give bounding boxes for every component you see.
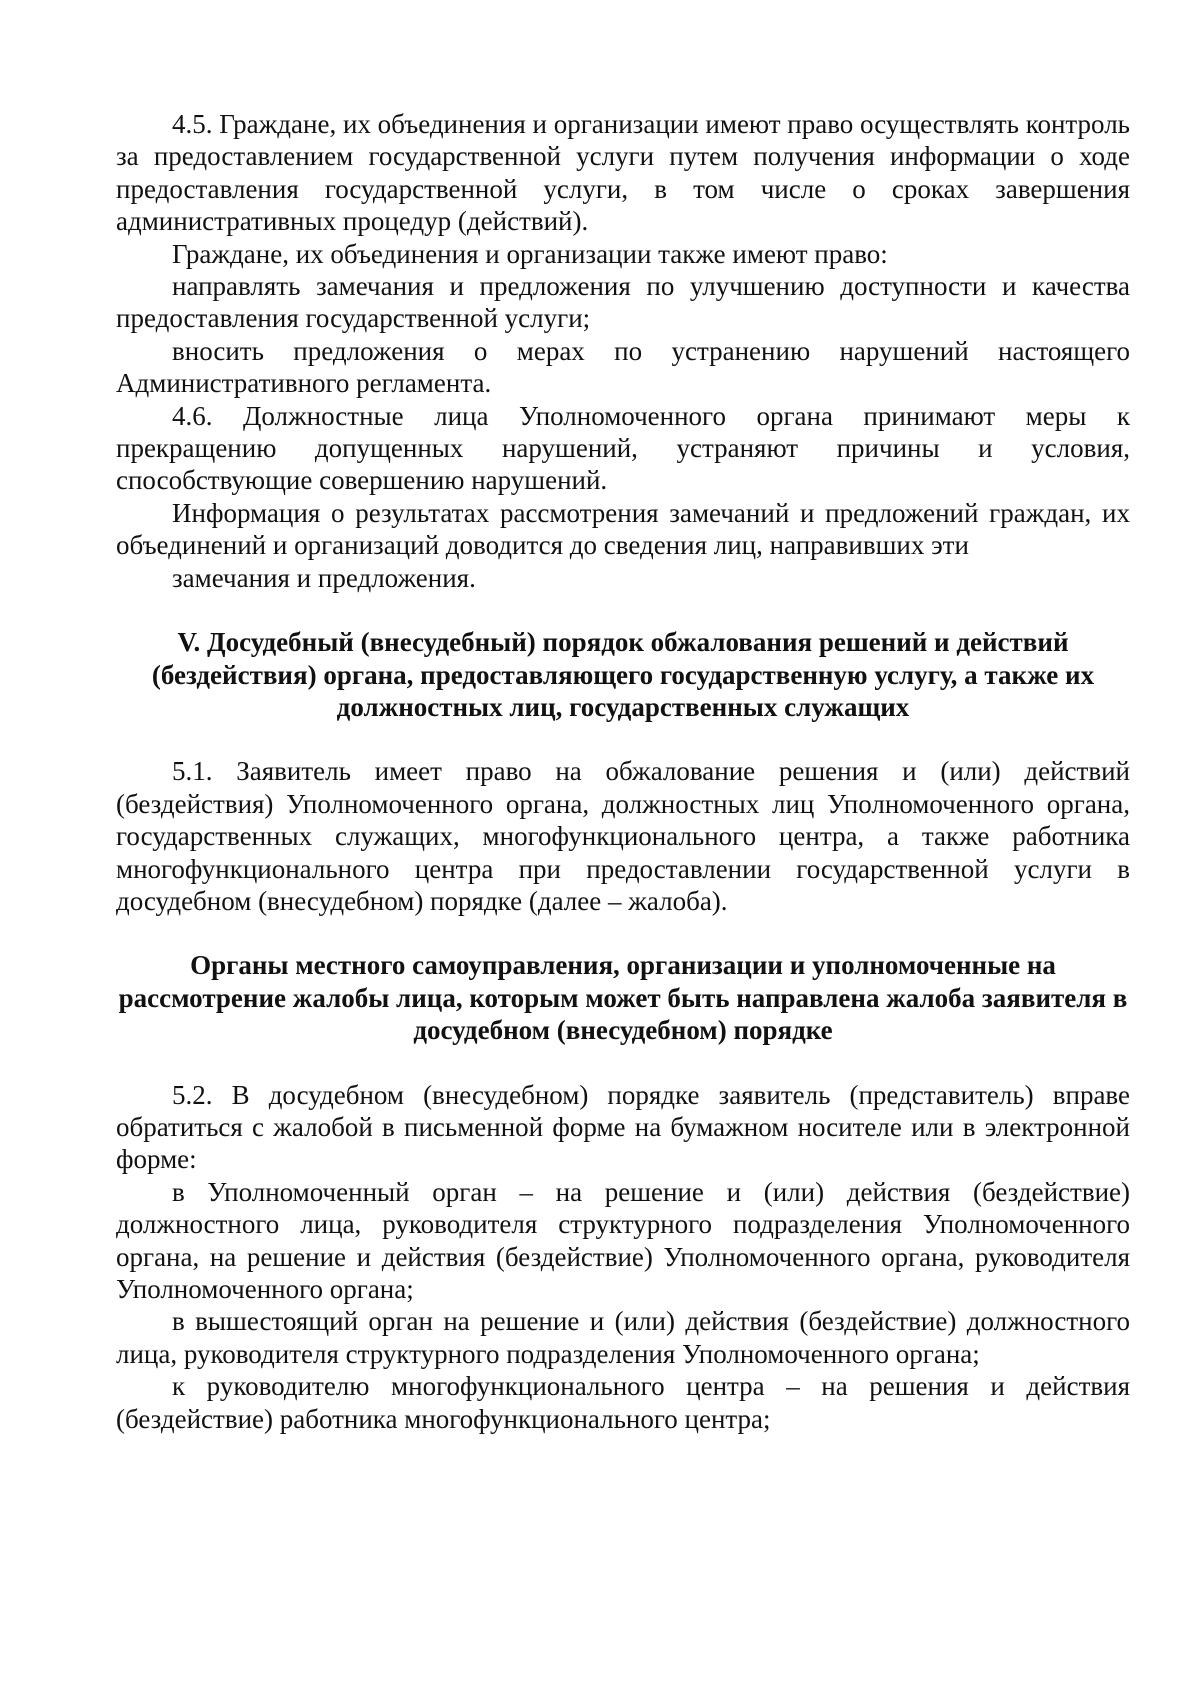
paragraph-item-3: к руководителю многофункционального центра – на решения и действия (бездействие) работника многофункционального центра;	[116, 1371, 1130, 1434]
paragraph-right-1: направлять замечания и предложения по улучшению доступности и качества предоставления государственной услуги;	[116, 271, 1130, 334]
paragraph-info: Информация о результатах рассмотрения замечаний и предложений граждан, их объединений и организаций доводится до сведения лиц, направивших эти	[116, 497, 1130, 561]
document-page	[116, 108, 1130, 1435]
section-5-subheading: Органы местного самоуправления, организации и уполномоченные на рассмотрение жалобы лица, которым может быть направлена жалоба заявителя в досудебном (внесудебном) порядке	[118, 950, 1128, 1046]
spacer	[116, 1047, 1130, 1079]
section-5-heading: V. Досудебный (внесудебный) порядок обжалования решений и действий (бездействия) органа, предоставляющего государственную услугу, а также их должностных лиц, государственных служащих	[151, 627, 1095, 722]
spacer	[116, 594, 1130, 626]
paragraph-4-6: 4.6. Должностные лица Уполномоченного органа принимают меры к прекращению допущенных нарушений, устраняют причины и условия, способствующие совершению нарушений.	[116, 400, 1130, 496]
paragraph-info-tail: замечания и предложения.	[172, 562, 476, 593]
spacer	[116, 723, 1130, 755]
paragraph-rights-intro: Граждане, их объединения и организации также имеют право:	[172, 238, 888, 269]
spacer	[116, 917, 1130, 949]
paragraph-item-1: в Уполномоченный орган – на решение и (или) действия (бездействие) должностного лица, руководителя структурного подразделения Уполномоченного органа, на решение и действия (бездействие) Уполномоченного органа, руководителя Уполномоченного органа;	[116, 1176, 1130, 1304]
paragraph-4-5: 4.5. Граждане, их объединения и организации имеют право осуществлять контроль за предоставлением государственной услуги путем получения информации о ходе предоставления государственной услуги, в том числе о сроках завершения административных процедур (действий).	[116, 109, 1130, 237]
paragraph-item-2: в вышестоящий орган на решение и (или) действия (бездействие) должностного лица, руководителя структурного подразделения Уполномоченного органа;	[116, 1306, 1130, 1369]
paragraph-5-2: 5.2. В досудебном (внесудебном) порядке заявитель (представитель) вправе обратиться с жалобой в письменной форме на бумажном носителе или в электронной форме:	[116, 1079, 1130, 1175]
paragraph-right-2: вносить предложения о мерах по устранению нарушений настоящего Административного регламента.	[116, 335, 1130, 399]
paragraph-5-1: 5.1. Заявитель имеет право на обжалование решения и (или) действий (бездействия) Уполномоченного органа, должностных лиц Уполномоченного органа, государственных служащих, многофункционального центра, а также работника многофункционального центра при предоставлении государственной услуги в досудебном (внесудебном) порядке (далее – жалоба).	[116, 756, 1130, 916]
